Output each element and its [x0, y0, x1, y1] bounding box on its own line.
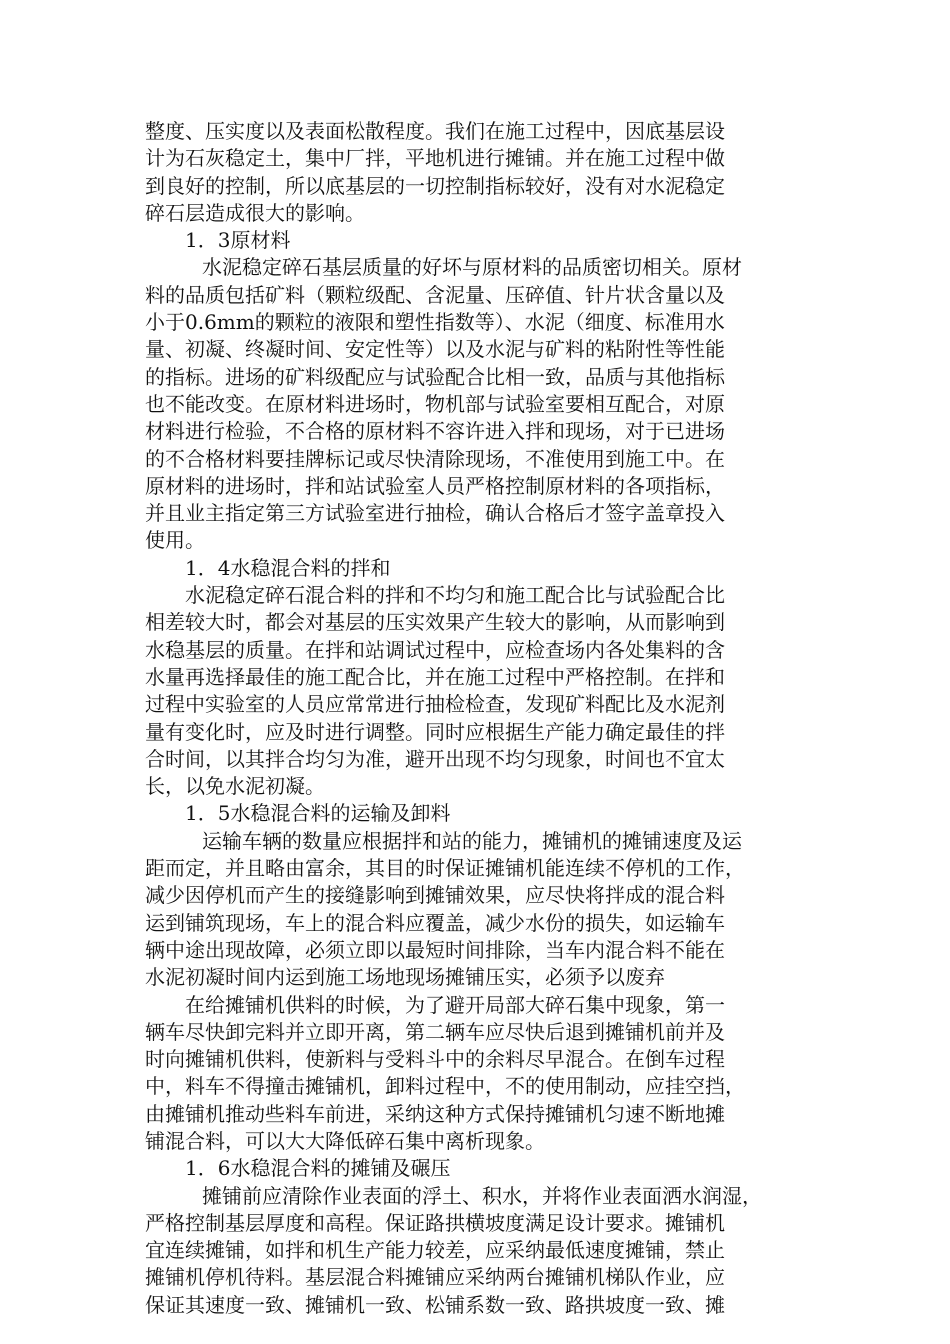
section-heading: 1．4水稳混合料的拌和: [185, 555, 391, 580]
paragraph-line: 的不合格材料要挂牌标记或尽快清除现场，不准使用到施工中。在: [145, 446, 725, 471]
paragraph-line: 量、初凝、终凝时间、安定性等）以及水泥与矿料的粘附性等性能: [145, 337, 725, 362]
paragraph-line: 小于0.6mm的颗粒的液限和塑性指数等）、水泥（细度、标准用水: [145, 310, 725, 335]
paragraph-line: 长，以免水泥初凝。: [145, 774, 325, 799]
paragraph-line: 严格控制基层厚度和高程。保证路拱横坡度满足设计要求。摊铺机: [145, 1210, 725, 1235]
paragraph-line: 使用。: [145, 528, 205, 553]
paragraph-line: 并且业主指定第三方试验室进行抽检，确认合格后才签字盖章投入: [145, 501, 725, 526]
paragraph-line: 摊铺前应清除作业表面的浮土、积水，并将作业表面洒水润湿，: [202, 1183, 762, 1208]
paragraph-line: 整度、压实度以及表面松散程度。我们在施工过程中，因底基层设: [145, 119, 725, 143]
paragraph-line: 也不能改变。在原材料进场时，物机部与试验室要相互配合，对原: [145, 391, 725, 416]
paragraph-line: 运到铺筑现场，车上的混合料应覆盖，减少水份的损失，如运输车: [145, 910, 725, 935]
paragraph-line: 时向摊铺机供料，使新料与受料斗中的余料尽早混合。在倒车过程: [145, 1047, 725, 1072]
paragraph-line: 的指标。进场的矿料级配应与试验配合比相一致，品质与其他指标: [145, 364, 725, 389]
paragraph-line: 中，料车不得撞击摊铺机，卸料过程中，不的使用制动，应挂空挡，: [145, 1074, 745, 1099]
paragraph-line: 料的品质包括矿料（颗粒级配、含泥量、压碎值、针片状含量以及: [145, 282, 725, 307]
paragraph-line: 保证其速度一致、摊铺机一致、松铺系数一致、路拱坡度一致、摊: [145, 1292, 725, 1317]
section-heading: 1．6水稳混合料的摊铺及碾压: [185, 1156, 451, 1181]
paragraph-line: 由摊铺机推动些料车前进，采纳这种方式保持摊铺机匀速不断地摊: [145, 1101, 725, 1126]
paragraph-line: 材料进行检验，不合格的原材料不容许进入拌和现场，对于已进场: [145, 419, 725, 444]
paragraph-line: 碎石层造成很大的影响。: [145, 200, 365, 225]
paragraph-line: 宜连续摊铺，如拌和机生产能力较差，应采纳最低速度摊铺，禁止: [145, 1238, 725, 1263]
paragraph-line: 过程中实验室的人员应常常进行抽检检查，发现矿料配比及水泥剂: [145, 692, 725, 717]
paragraph-line: 到良好的控制，所以底基层的一切控制指标较好，没有对水泥稳定: [145, 173, 725, 198]
paragraph-line: 铺混合料，可以大大降低碎石集中离析现象。: [145, 1128, 545, 1153]
paragraph-line: 水泥稳定碎石基层质量的好坏与原材料的品质密切相关。原材: [202, 255, 742, 280]
section-heading: 1．5水稳混合料的运输及卸料: [185, 801, 451, 826]
paragraph-line: 减少因停机而产生的接缝影响到摊铺效果，应尽快将拌成的混合料: [145, 883, 725, 908]
paragraph-line: 摊铺机停机待料。基层混合料摊铺应采纳两台摊铺机梯队作业，应: [145, 1265, 725, 1290]
paragraph-line: 辆车尽快卸完料并立即开离，第二辆车应尽快后退到摊铺机前并及: [145, 1019, 725, 1044]
paragraph-line: 原材料的进场时，拌和站试验室人员严格控制原材料的各项指标，: [145, 473, 725, 498]
paragraph-line: 计为石灰稳定土，集中厂拌，平地机进行摊铺。并在施工过程中做: [145, 146, 725, 171]
paragraph-line: 运输车辆的数量应根据拌和站的能力，摊铺机的摊铺速度及运: [202, 828, 742, 853]
paragraph-line: 合时间，以其拌合均匀为准，避开出现不均匀现象，时间也不宜太: [145, 746, 725, 771]
paragraph-line: 相差较大时，都会对基层的压实效果产生较大的影响，从而影响到: [145, 610, 725, 635]
paragraph-line: 量有变化时，应及时进行调整。同时应根据生产能力确定最佳的拌: [145, 719, 725, 744]
paragraph-line: 水量再选择最佳的施工配合比，并在施工过程中严格控制。在拌和: [145, 664, 725, 689]
paragraph-line: 水泥稳定碎石混合料的拌和不均匀和施工配合比与试验配合比: [185, 583, 725, 608]
paragraph-line: 水泥初凝时间内运到施工场地现场摊铺压实，必须予以废弃: [145, 965, 665, 990]
document-body: [145, 118, 805, 1319]
paragraph-line: 辆中途出现故障，必须立即以最短时间排除，当车内混合料不能在: [145, 937, 725, 962]
paragraph-line: 水稳基层的质量。在拌和站调试过程中，应检查场内各处集料的含: [145, 637, 725, 662]
paragraph-line: 在给摊铺机供料的时候，为了避开局部大碎石集中现象，第一: [185, 992, 725, 1017]
paragraph-line: 距而定，并且略由富余，其目的时保证摊铺机能连续不停机的工作，: [145, 856, 745, 881]
section-heading: 1．3原材料: [185, 228, 291, 253]
